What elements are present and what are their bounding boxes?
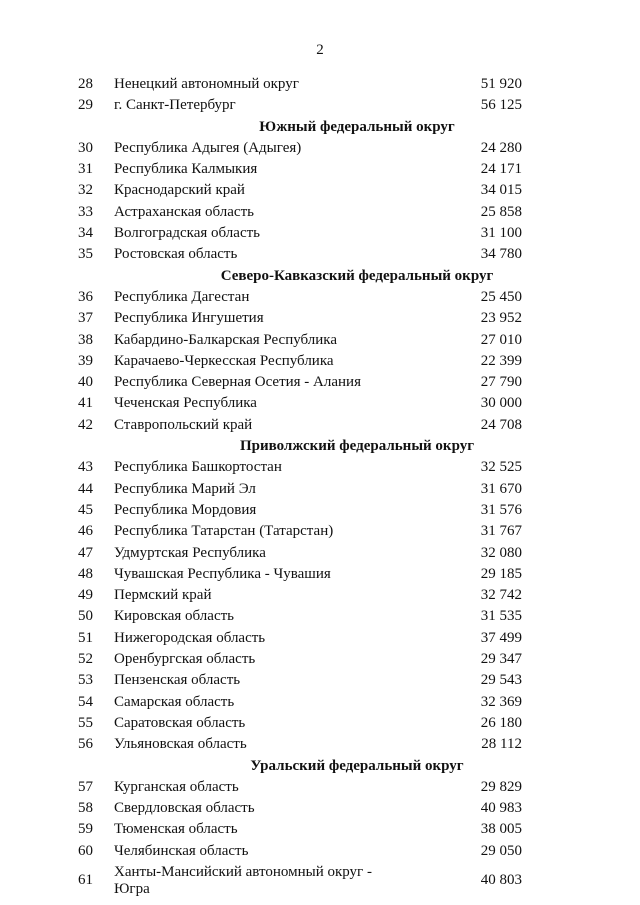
table-row	[0, 393, 640, 414]
region-value: 40 803	[480, 871, 522, 888]
region-name: Свердловская область	[114, 800, 255, 817]
region-value: 27 010	[480, 331, 522, 348]
row-number: 47	[78, 544, 93, 561]
region-value: 27 790	[480, 374, 522, 391]
region-value: 34 780	[480, 246, 522, 263]
region-name: Астраханская область	[114, 203, 254, 220]
region-name: Нижегородская область	[114, 629, 266, 646]
region-value: 31 767	[480, 523, 522, 540]
row-number: 40	[78, 374, 93, 391]
row-number: 60	[78, 842, 93, 859]
region-name: Республика Адыгея (Адыгея)	[114, 139, 302, 156]
region-name: Челябинская область	[114, 842, 249, 859]
row-number: 52	[78, 651, 93, 668]
table-row	[0, 585, 640, 606]
region-name: Республика Ингушетия	[114, 310, 264, 327]
table-row	[0, 500, 640, 521]
row-number: 31	[78, 161, 93, 178]
table-row	[0, 223, 640, 244]
region-name: г. Санкт-Петербург	[114, 97, 236, 114]
table-row	[0, 457, 640, 478]
table-row	[0, 308, 640, 329]
table-row	[0, 734, 640, 755]
table-row	[0, 819, 640, 840]
region-value: 32 080	[480, 544, 522, 561]
region-name: Ставропольский край	[114, 416, 253, 433]
table-row	[0, 159, 640, 180]
region-value: 29 347	[480, 651, 522, 668]
region-name: Оренбургская область	[114, 651, 256, 668]
region-name: Пензенская область	[114, 672, 241, 689]
table-row	[0, 713, 640, 734]
region-name: Чувашская Республика - Чувашия	[114, 565, 331, 582]
region-name: Республика Башкортостан	[114, 459, 282, 476]
table-row	[0, 479, 640, 500]
row-number: 58	[78, 800, 93, 817]
region-value: 34 015	[480, 182, 522, 199]
region-name: Самарская область	[114, 693, 235, 710]
row-number: 39	[78, 352, 93, 369]
region-value: 56 125	[480, 97, 522, 114]
region-name: Республика Дагестан	[114, 288, 250, 305]
region-name: Ненецкий автономный округ	[114, 76, 299, 92]
table-row	[0, 564, 640, 585]
table-row	[0, 841, 640, 862]
region-value: 25 858	[480, 203, 522, 220]
region-name: Карачаево-Черкесская Республика	[114, 352, 334, 369]
page-number: 2	[316, 42, 324, 58]
row-number: 37	[78, 310, 93, 327]
region-name: Курганская область	[114, 778, 239, 795]
region-name: Республика Северная Осетия - Алания	[114, 374, 361, 391]
region-value: 31 100	[480, 225, 522, 242]
region-value: 31 576	[480, 501, 522, 518]
row-number: 38	[78, 331, 93, 348]
region-value: 29 829	[480, 778, 522, 795]
region-name: Республика Мордовия	[114, 501, 257, 518]
region-value: 22 399	[480, 352, 522, 369]
region-name: Ханты-Мансийский автономный округ - Югра	[114, 863, 372, 897]
row-number: 49	[78, 587, 93, 604]
table-row	[0, 628, 640, 649]
table-row	[0, 543, 640, 564]
region-value: 29 050	[480, 842, 522, 859]
row-number: 55	[78, 714, 93, 731]
region-value: 26 180	[480, 714, 522, 731]
table-row	[0, 415, 640, 436]
region-name: Тюменская область	[114, 821, 238, 838]
row-number: 33	[78, 203, 93, 220]
row-number: 36	[78, 288, 93, 305]
table-row	[0, 202, 640, 223]
district-heading: Южный федеральный округ	[259, 118, 455, 135]
region-value: 32 742	[480, 587, 522, 604]
region-name: Саратовская область	[114, 714, 246, 731]
table-row	[0, 606, 640, 627]
table-row	[0, 287, 640, 308]
region-name: Кировская область	[114, 608, 235, 625]
table-row	[0, 521, 640, 542]
region-value: 51 920	[480, 76, 522, 92]
row-number: 44	[78, 480, 93, 497]
region-name: Удмуртская Республика	[114, 544, 266, 561]
row-number: 50	[78, 608, 93, 625]
table-row	[0, 862, 640, 900]
region-value: 24 171	[480, 161, 522, 178]
table-row	[0, 138, 640, 159]
district-heading: Северо-Кавказский федеральный округ	[220, 267, 494, 284]
table-row	[0, 244, 640, 265]
regions-table	[0, 74, 640, 900]
table-row	[0, 798, 640, 819]
row-number: 53	[78, 672, 93, 689]
row-number: 32	[78, 182, 93, 199]
region-value: 29 543	[480, 672, 522, 689]
region-value: 25 450	[480, 288, 522, 305]
row-number: 59	[78, 821, 93, 838]
row-number: 48	[78, 565, 93, 582]
row-number: 28	[78, 76, 93, 92]
region-name: Республика Калмыкия	[114, 161, 258, 178]
row-number: 42	[78, 416, 93, 433]
region-value: 24 280	[480, 139, 522, 156]
table-row	[0, 692, 640, 713]
table-row	[0, 74, 640, 95]
table-row	[0, 180, 640, 201]
region-name: Республика Марий Эл	[114, 480, 256, 497]
region-value: 31 535	[480, 608, 522, 625]
row-number: 34	[78, 225, 93, 242]
row-number: 41	[78, 395, 93, 412]
row-number: 30	[78, 139, 93, 156]
region-name: Республика Татарстан (Татарстан)	[114, 523, 334, 540]
row-number: 43	[78, 459, 93, 476]
row-number: 57	[78, 778, 93, 795]
region-name: Ульяновская область	[114, 736, 247, 753]
row-number: 61	[78, 871, 93, 888]
region-value: 32 369	[480, 693, 522, 710]
district-heading: Приволжский федеральный округ	[239, 438, 475, 455]
region-value: 31 670	[480, 480, 522, 497]
region-value: 38 005	[480, 821, 522, 838]
district-heading: Уральский федеральный округ	[250, 757, 464, 774]
region-name: Ростовская область	[114, 246, 238, 263]
table-row	[0, 649, 640, 670]
row-number: 45	[78, 501, 93, 518]
table-row	[0, 330, 640, 351]
region-value: 37 499	[480, 629, 522, 646]
row-number: 35	[78, 246, 93, 263]
region-value: 28 112	[481, 736, 522, 753]
row-number: 29	[78, 97, 93, 114]
region-value: 23 952	[480, 310, 522, 327]
row-number: 51	[78, 629, 93, 646]
region-value: 32 525	[480, 459, 522, 476]
table-row	[0, 670, 640, 691]
region-name: Пермский край	[114, 587, 212, 604]
region-value: 24 708	[480, 416, 522, 433]
table-row	[0, 372, 640, 393]
region-value: 40 983	[480, 800, 522, 817]
row-number: 46	[78, 523, 93, 540]
region-name: Кабардино-Балкарская Республика	[114, 331, 338, 348]
region-name: Волгоградская область	[114, 225, 260, 242]
row-number: 54	[78, 693, 93, 710]
table-row	[0, 777, 640, 798]
region-name: Чеченская Республика	[114, 395, 257, 412]
region-value: 29 185	[480, 565, 522, 582]
table-row	[0, 351, 640, 372]
table-row	[0, 95, 640, 116]
row-number: 56	[78, 736, 93, 753]
region-value: 30 000	[480, 395, 522, 412]
region-name: Краснодарский край	[114, 182, 245, 199]
